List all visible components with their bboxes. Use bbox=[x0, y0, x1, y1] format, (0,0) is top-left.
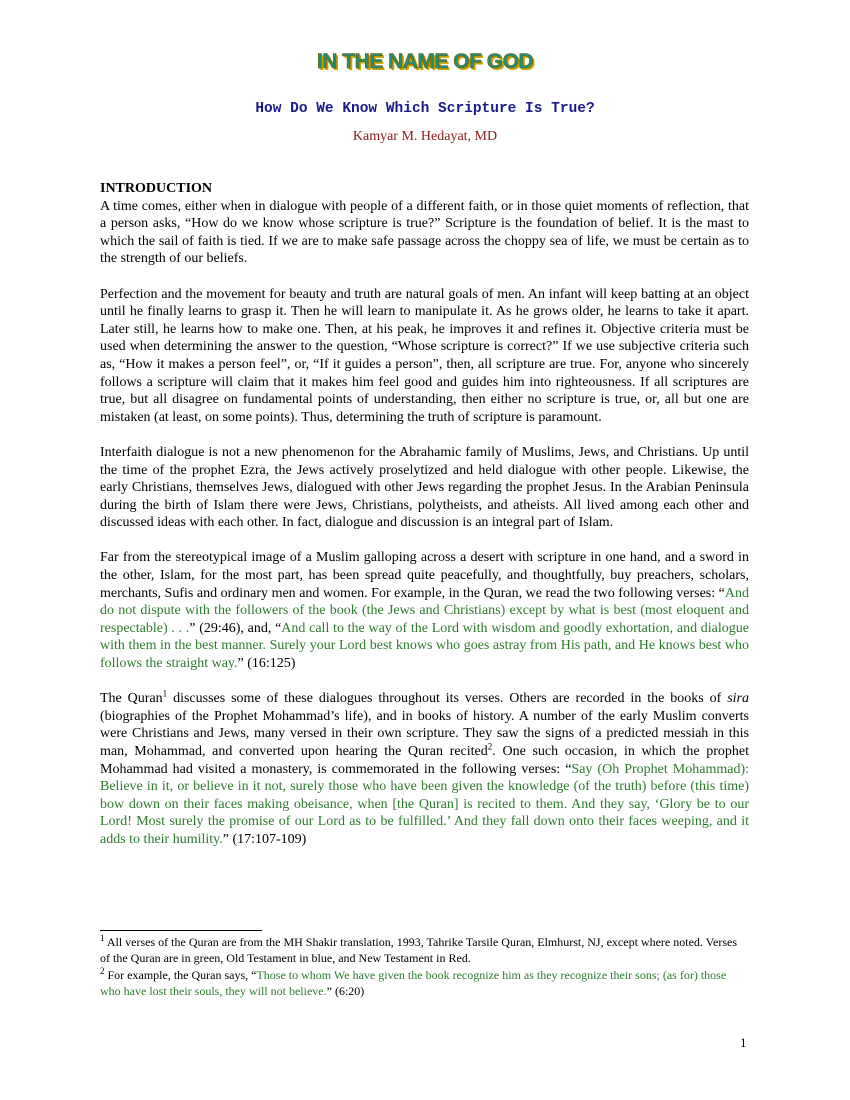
banner-heading: IN THE NAME OF GOD bbox=[316, 50, 534, 73]
document-body bbox=[100, 180, 749, 866]
paragraph-5-text-a: The Quran bbox=[100, 691, 163, 707]
quran-verse-16-125: And call to the way of the Lord with wisdom and goodly exhortation, and dialogue with them in the best manner. Surely your Lord best knows who goes astray from His path, and He knows best who follows the straight way. bbox=[100, 620, 749, 672]
paragraph-5-text-b: discusses some of these dialogues throughout its verses. Others are recorded in the books of bbox=[167, 691, 728, 707]
paragraph-4-text-c: ” (16:125) bbox=[237, 656, 296, 672]
author-line: Kamyar M. Hedayat, MD bbox=[352, 129, 498, 144]
paragraph-5 bbox=[100, 690, 749, 848]
footnote-1-number: 1 bbox=[100, 933, 105, 943]
footnote-2 bbox=[100, 968, 749, 999]
footnote-2-text-b: ” (6:20) bbox=[326, 983, 365, 998]
footnote-2-number: 2 bbox=[100, 966, 105, 976]
footnote-ref-2: 2 bbox=[487, 741, 493, 752]
paragraph-5-text-e: ” (17:107-109) bbox=[222, 831, 307, 847]
quran-verse-6-20: Those to whom We have given the book recognize him as they recognize their sons; (as for) those who have lost their souls, they will not believe. bbox=[100, 968, 727, 998]
paragraph-4-text-b: ” (29:46), and, “ bbox=[189, 620, 282, 636]
footnote-2-text-a: For example, the Quran says, “ bbox=[104, 968, 257, 982]
page-number: 1 bbox=[740, 1035, 747, 1050]
paragraph-3: Interfaith dialogue is not a new phenomenon for the Abrahamic family of Muslims, Jews, and Christians. Up until the time of the prophet Ezra, the Jews actively proselytized and held dialogue with other people. Likewise, the early Christians, themselves Jews, dialogued with other Jews regarding the prophet Jesus. In the Arabian Peninsula during the birth of Islam there were Jews, Christians, polytheists, and atheists. All lived among each other and discussed ideas with each other. In fact, dialogue and discussion is an integral part of Islam. bbox=[100, 444, 749, 531]
quran-verse-29-46: And do not dispute with the followers of the book (the Jews and Christians) except by what is best (most eloquent and respectable) . . . bbox=[100, 585, 749, 636]
paragraph-5-text-d: . One such occasion, in which the prophet Mohammad had visited a monastery, is commemorated in the following verses: “ bbox=[100, 744, 749, 777]
paragraph-2: Perfection and the movement for beauty and truth are natural goals of men. An infant will keep batting at an object until he finally learns to grasp it. Then he will learn to manipulate it. As he grows older, he learns to take it apart. Later still, he learns how to make one. Then, at his peak, he improves it and refines it. Objective criteria must be used when determining the answer to the question, “Whose scripture is correct?” If we use subjective criteria such as, “How it makes a person feel”, or, “If it guides a person”, then, all scripture are true. For, anyone who sincerely follows a scripture will claim that it makes him feel good and guides him into righteousness. If all scriptures are true, but all disagree on fundamental points of understanding, then either no scripture is true, or, all but one are mistaken (at least, on some points). Thus, determining the truth of scripture is paramount. bbox=[100, 286, 749, 425]
footnote-1 bbox=[100, 935, 749, 966]
quran-verse-17-107: Say (Oh Prophet Mohammad): Believe in it, or believe in it not, surely those who have been given the knowledge (of the truth) before (this time) bow down on their faces making obeisance, when [the Quran] is recited to them. And they say, ‘Glory be to our Lord! Most surely the promise of our Lord as to be fulfilled.’ And they fall down onto their faces weeping, and it adds to their humility. bbox=[100, 761, 749, 847]
paragraph-4-text-a: Far from the stereotypical image of a Muslim galloping across a desert with scripture in one hand, and a sword in the other, Islam, for the most part, has been spread quite peacefully, and thoughtfully, buy preachers, scholars, merchants, Sufis and ordinary men and women. For example, in the Quran, we read the two following verses: “ bbox=[100, 550, 749, 601]
document-title: How Do We Know Which Scripture Is True? bbox=[255, 101, 595, 117]
paragraph-5-text-c: (biographies of the Prophet Mohammad’s life), and in books of history. A number of the early Muslim converts were Christians and Jews, many versed in their own scripture. They saw the signs of a predicted messiah in this man, Mohammad, and converted upon hearing the Quran recited bbox=[100, 708, 749, 759]
footnotes bbox=[100, 935, 749, 1001]
section-heading: INTRODUCTION bbox=[100, 181, 213, 196]
sira-term: sira bbox=[727, 691, 749, 707]
footnote-ref-1: 1 bbox=[162, 688, 168, 699]
paragraph-4 bbox=[100, 549, 749, 672]
footnote-separator bbox=[100, 930, 262, 931]
paragraph-1: A time comes, either when in dialogue with people of a different faith, or in those quiet moments of reflection, that a person asks, “How do we know whose scripture is true?” Scripture is the foundation of belief. It is the mast to which the sail of faith is tied. If we are to make safe passage across the choppy sea of life, we must be certain as to the strength of our beliefs. bbox=[100, 198, 749, 267]
footnote-1-text: All verses of the Quran are from the MH Shakir translation, 1993, Tahrike Tarsile Quran, Elmhurst, NJ, except where noted. Verses of the Quran are in green, Old Testament in blue, and New Testament in Red. bbox=[100, 935, 737, 965]
